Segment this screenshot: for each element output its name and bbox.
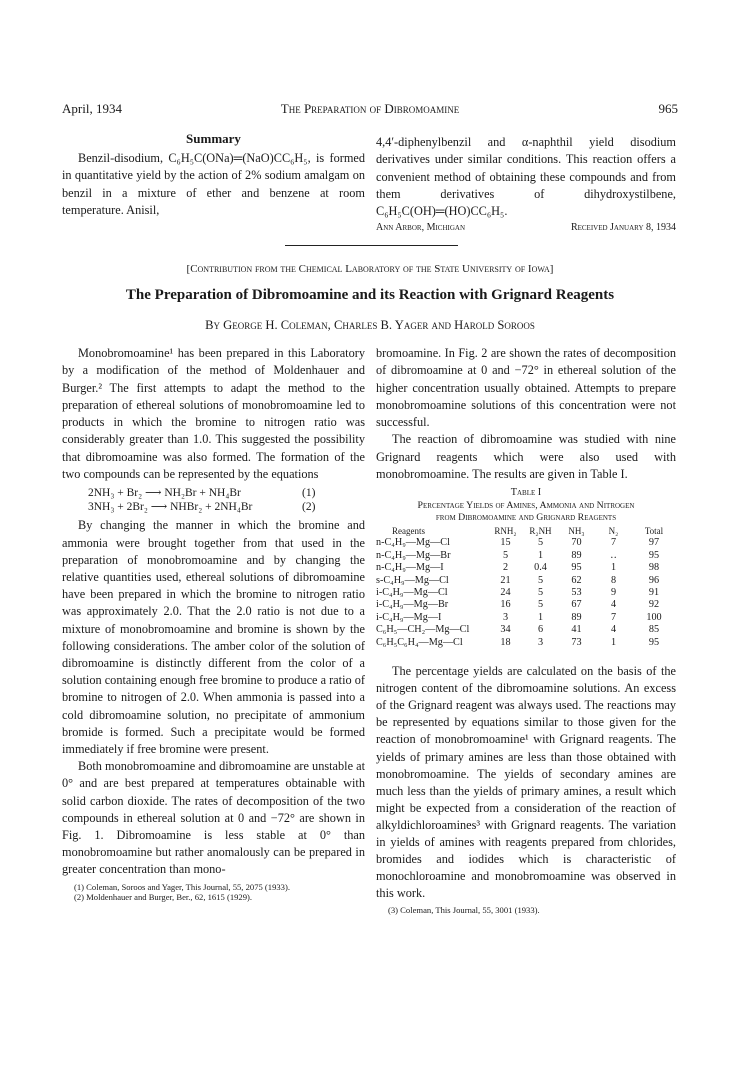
table-row xyxy=(376,550,676,562)
table-cell: 1 xyxy=(610,636,617,648)
header-date: April, 1934 xyxy=(62,101,122,116)
table-cell: C₆H₅—CH₂—Mg—Cl xyxy=(376,624,470,636)
table-cell: 92 xyxy=(648,599,660,611)
table-cell: 4 xyxy=(610,599,617,611)
table-cell: 2 xyxy=(502,562,509,574)
table-cell: C₆H₅C₆H₄—Mg—Cl xyxy=(376,636,463,648)
table-row xyxy=(376,587,676,599)
table-caption-1: Percentage Yields of Amines, Ammonia and Nitrogen xyxy=(417,500,635,512)
table-cell: 97 xyxy=(648,537,660,549)
left-paragraph-1: Monobromoamine¹ has been prepared in this Laboratory by a modification of the method of Moldenhauer and Burger.² The first attempts to adapt the method to the preparation of ethereal solutions of monobromoamine led to products in which the bromine to nitrogen ratio was considerably greater than 1.0. This suggested the possibility that dibromoamine was also formed. The formation of the two compounds can be represented by the equations xyxy=(62,346,365,482)
footnote-1: (1) Coleman, Soroos and Yager, This Journal, 55, 2075 (1933). xyxy=(74,881,290,892)
equation-2-text: 3NH₃ + 2Br₂ ⟶ NHBr₂ + 2NH₄Br xyxy=(88,501,253,514)
table-header: RNH₂ xyxy=(494,526,517,537)
table-cell: 1 xyxy=(537,611,544,623)
table-cell: 1 xyxy=(610,562,617,574)
table-cell: i-C₄H₉—Mg—Cl xyxy=(376,587,448,598)
table-label: Table I xyxy=(510,487,542,499)
running-title: The Preparation of Dibromoamine xyxy=(280,101,460,116)
table-cell: i-C₄H₉—Mg—I xyxy=(376,611,442,623)
table-header: N₂ xyxy=(608,526,619,537)
table-cell: 100 xyxy=(646,611,662,623)
left-footnotes xyxy=(62,882,365,903)
table-row xyxy=(376,537,676,549)
table-cell: 8 xyxy=(610,574,617,586)
table-cell: 95 xyxy=(648,636,660,648)
left-paragraph-2: By changing the manner in which the bromine and ammonia were brought together from that used in the preparation of monobromoamine and by changing the relative quantities used, ethereal solutions of dibromoamine have been prepared in which the bromine to nitrogen ratio was approximately 2.0. That the 2.0 ratio is not due to a mixture of monobromoamine and bromine is shown by the following considerations. The amber color of the solution of dibromoamine is distinctly different from the color of a solution containing enough free bromine to produce a ratio of bromine to nitrogen of 2.0. When ammonia is passed into a cold dibromoamine solution, no precipitate of ammonium bromide is formed. Such a precipitate would be formed immediately if free bromine were present. xyxy=(62,518,365,757)
table-cell: 7 xyxy=(610,611,617,623)
left-paragraph-3: Both monobromoamine and dibromoamine are unstable at 0° and are best prepared at temperatures obtainable with solid carbon dioxide. The rates of decomposition of the two compounds in ethereal solution at 0 and −72° are shown in Fig. 1. Dibromoamine is less stable at 0° than monobromoamine but rather anomalously can be prepared in greater concentration than mono- xyxy=(62,759,365,877)
table-cell: 89 xyxy=(571,611,582,623)
table-cell: n-C₄H₉—Mg—I xyxy=(376,562,444,574)
footnote-3: (3) Coleman, This Journal, 55, 3001 (1933). xyxy=(388,905,540,916)
table-cell: 21 xyxy=(500,574,511,586)
table-cell: 3 xyxy=(537,636,544,648)
right-paragraph-1: bromoamine. In Fig. 2 are shown the rates of decomposition of dibromoamine at 0 and −72° in ethereal solution of the higher concentration usually obtained. Attempts to prepare monobromoamine solutions of this concentration were not successful. xyxy=(376,346,676,430)
table-cell: 53 xyxy=(571,587,582,598)
table-cell: 85 xyxy=(648,624,660,636)
right-paragraph-3: The percentage yields are calculated on the basis of the nitrogen content of the dibromoamine solutions. An excess of the Grignard reagent was always used. The reactions may be represented by equations similar to those given for the reaction of monobromoamine¹ with Grignard reagents. The yields of primary amines are less than those obtained with monobromoamine. The yields of secondary amines are much less than the yields of primary amines, a result which might be expected from a consideration of the reaction of alkyldichloroamines³ with Grignard reagents. The variation in yields of amines with reagents prepared from chlorides, bromides and iodides which is characteristic of monochloroamine and monobromoamine was observed in this work. xyxy=(376,664,676,901)
section-divider xyxy=(285,245,458,246)
table-row xyxy=(376,599,676,611)
table-cell: 5 xyxy=(537,574,544,586)
table-cell: 9 xyxy=(610,587,617,598)
table-cell: 34 xyxy=(500,624,511,636)
right-column xyxy=(376,345,676,916)
table-header: NH₃ xyxy=(568,526,585,537)
equation-1-number: (1) xyxy=(302,487,316,500)
table-cell: 7 xyxy=(610,537,617,549)
table-cell: 95 xyxy=(571,562,582,574)
table-cell: i-C₄H₉—Mg—Br xyxy=(376,599,449,611)
table-row xyxy=(376,575,676,587)
table-cell: 5 xyxy=(537,587,544,598)
summary-left-column xyxy=(62,130,365,219)
table-cell: 24 xyxy=(500,587,511,598)
equation-1-text: 2NH₃ + Br₂ ⟶ NH₂Br + NH₄Br xyxy=(88,487,241,500)
table-cell: 5 xyxy=(537,537,544,549)
table-row xyxy=(376,562,676,574)
table-cell: 62 xyxy=(571,574,582,586)
table-cell: 0.4 xyxy=(534,562,547,574)
table-cell: 5 xyxy=(502,549,509,561)
summary-signoff xyxy=(376,221,676,235)
page-number: 965 xyxy=(658,101,678,116)
table-cell: 91 xyxy=(648,587,660,598)
table-row xyxy=(376,612,676,624)
table-cell: 4 xyxy=(610,624,617,636)
right-footnotes xyxy=(376,905,676,916)
table-row xyxy=(376,637,676,649)
table-cell: 89 xyxy=(571,549,582,561)
table-header: R₂NH xyxy=(529,526,552,537)
table-cell: 41 xyxy=(571,624,582,636)
table-cell: 67 xyxy=(571,599,582,611)
table-row xyxy=(376,624,676,636)
table-cell: 15 xyxy=(500,537,511,549)
table-cell: 16 xyxy=(500,599,511,611)
summary-place: Ann Arbor, Michigan xyxy=(376,222,466,234)
equation-2 xyxy=(62,500,365,514)
right-paragraph-2: The reaction of dibromoamine was studied with nine Grignard reagents which were also used with monobromoamine. The results are given in Table I. xyxy=(376,432,676,482)
table-caption-2: from Dibromoamine and Grignard Reagents xyxy=(435,512,617,524)
table-cell: n-C₄H₉—Mg—Cl xyxy=(376,537,450,549)
table-header: Reagents xyxy=(392,526,425,537)
article-authors: By George H. Coleman, Charles B. Yager and Harold Soroos xyxy=(205,318,535,332)
summary-right-column xyxy=(376,134,676,235)
table-cell: 73 xyxy=(571,636,582,648)
table-cell: 3 xyxy=(502,611,509,623)
equation-2-number: (2) xyxy=(302,501,316,514)
article-title: The Preparation of Dibromoamine and its Reaction with Grignard Reagents xyxy=(125,287,615,303)
table-cell: s-C₄H₉—Mg—Cl xyxy=(376,574,449,586)
summary-text-left: Benzil-disodium, C₆H₅C(ONa)═(NaO)CC₆H₅, is formed in quantitative yield by the action of 2% sodium amalgam on benzil in a mixture of ether and benzene at room temperature. Anisil, xyxy=(62,151,365,217)
table-cell: 70 xyxy=(571,537,582,549)
table-cell: 95 xyxy=(648,549,660,561)
table-cell: 98 xyxy=(648,562,660,574)
summary-heading: Summary xyxy=(186,131,241,146)
yields-table xyxy=(376,525,676,649)
table-cell: 1 xyxy=(537,549,544,561)
table-header-row xyxy=(376,525,676,537)
table-cell: 96 xyxy=(648,574,660,586)
table-cell: 5 xyxy=(537,599,544,611)
equation-1 xyxy=(62,486,365,500)
left-column xyxy=(62,345,365,903)
article-affiliation: [Contribution from the Chemical Laboratory of the State University of Iowa] xyxy=(186,263,554,275)
table-cell: 6 xyxy=(537,624,544,636)
table-header: Total xyxy=(644,526,664,537)
summary-text-right: 4,4′-diphenylbenzil and α-naphthil yield disodium derivatives under similar conditions. This reaction offers a convenient method of obtaining these compounds and from them derivatives of dihydroxystilbene, C₆H₅C(OH)═(HO)CC₆H₅. xyxy=(376,135,676,219)
summary-received: Received January 8, 1934 xyxy=(570,222,676,234)
table-cell: n-C₄H₉—Mg—Br xyxy=(376,549,451,561)
footnote-2: (2) Moldenhauer and Burger, Ber., 62, 1615 (1929). xyxy=(74,892,253,903)
table-cell: 18 xyxy=(500,636,511,648)
table-cell: ‥ xyxy=(610,549,617,561)
